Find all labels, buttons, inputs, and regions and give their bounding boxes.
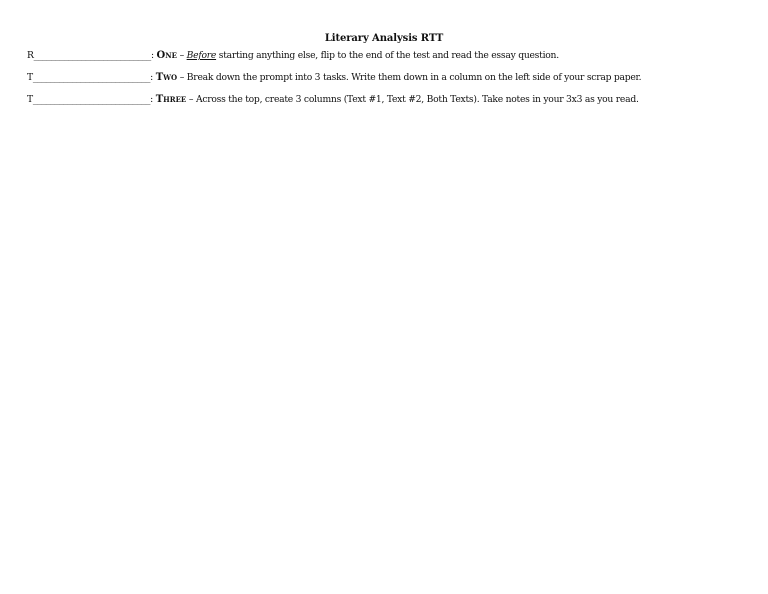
step-label: One [156, 50, 177, 61]
separator: : [150, 50, 157, 61]
separator: : [150, 72, 156, 83]
separator: : [150, 94, 156, 105]
dash: – [186, 94, 196, 105]
dash: – [177, 72, 187, 83]
step-label: Three [155, 94, 187, 105]
step-text: Across the top, create 3 columns (Text #1, Text #2, Both Texts). Take notes in your 3x3 as you read. [195, 94, 639, 105]
step-label: Two [155, 72, 178, 83]
step-text: Break down the prompt into 3 tasks. Write them down in a column on the left side of your scrap paper. [186, 72, 642, 83]
step-text: starting anything else, flip to the end of the test and read the essay question. [216, 50, 559, 61]
dash: – [176, 50, 187, 61]
fill-in-blank: T___________________________ [27, 72, 151, 83]
step-one-line [27, 50, 757, 62]
document-title: Literary Analysis RTT [324, 33, 444, 44]
fill-in-blank: R___________________________ [27, 50, 151, 61]
emphasis-word: Before [186, 50, 217, 61]
step-three-line [27, 94, 757, 106]
step-two-line [27, 72, 757, 84]
fill-in-blank: T___________________________ [27, 94, 151, 105]
